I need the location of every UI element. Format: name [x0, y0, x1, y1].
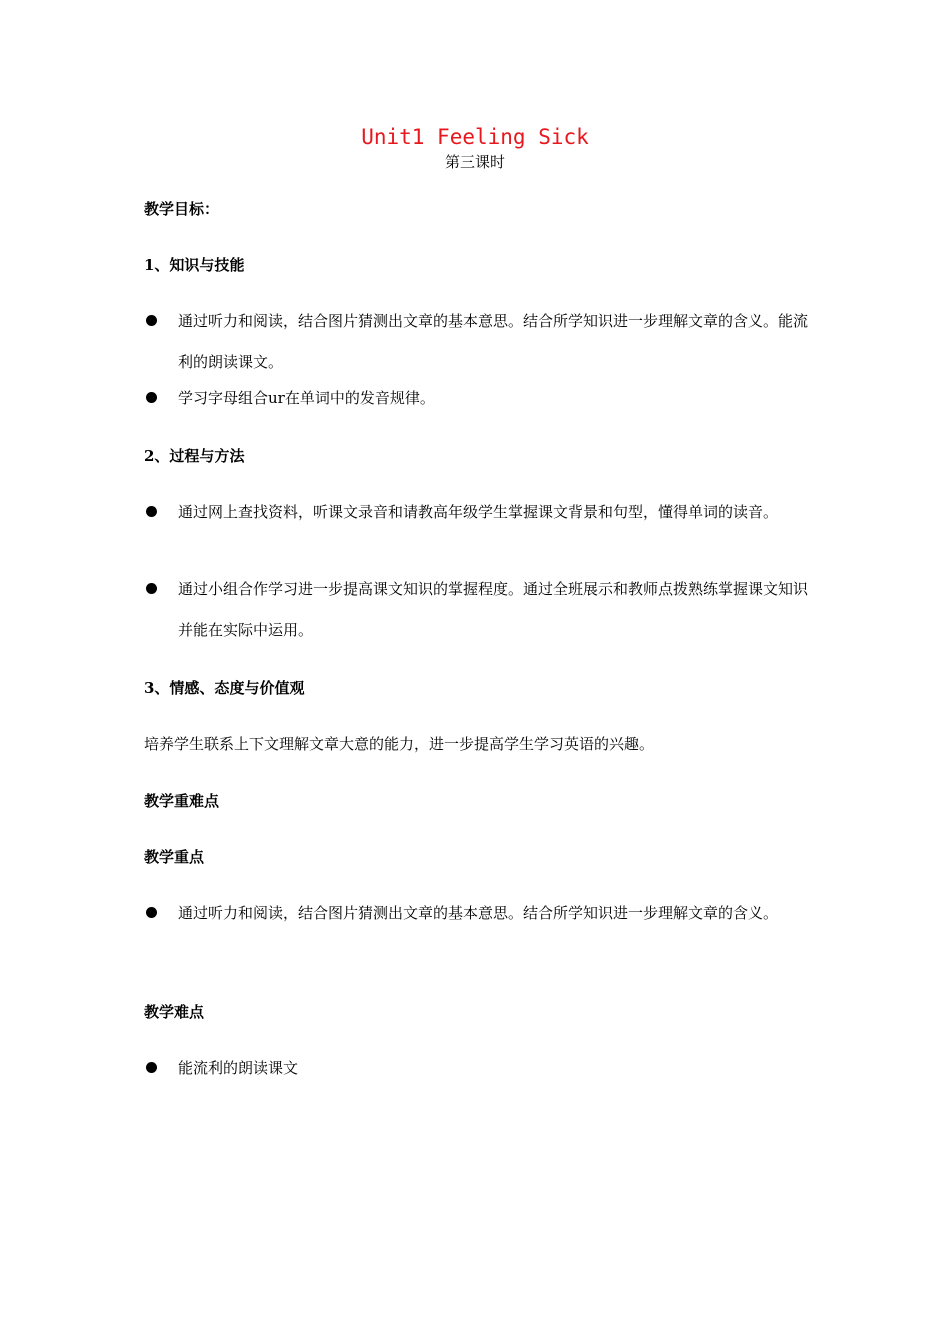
list-item — [144, 1058, 808, 1089]
list-item-text: 能流利的朗读课文 — [178, 1059, 299, 1077]
bullet-icon — [146, 506, 157, 517]
bullet-icon — [146, 1062, 157, 1073]
attitude-paragraph: 培养学生联系上下文理解文章大意的能力，进一步提高学生学习英语的兴趣。 — [144, 735, 655, 753]
list-item-text: 学习字母组合ur在单词中的发音规律。 — [178, 389, 435, 407]
document-subtitle: 第三课时 — [444, 153, 505, 171]
key-points-heading: 教学重难点 — [144, 792, 220, 810]
section-process-heading: 2、过程与方法 — [144, 447, 245, 465]
objectives-heading: 教学目标： — [144, 200, 220, 218]
list-item — [144, 903, 808, 934]
bullet-icon — [146, 907, 157, 918]
section-attitude-heading: 3、情感、态度与价值观 — [144, 679, 305, 697]
bullet-icon — [146, 315, 157, 326]
list-item-text: 通过听力和阅读，结合图片猜测出文章的基本意思。结合所学知识进一步理解文章的含义。 — [178, 904, 779, 922]
list-item — [144, 502, 808, 533]
list-item — [144, 388, 808, 419]
list-item — [144, 579, 808, 651]
list-item-text: 通过听力和阅读，结合图片猜测出文章的基本意思。结合所学知识进一步理解文章的含义。能流利的朗读课文。 — [178, 312, 809, 371]
list-item — [144, 311, 808, 383]
difficulty-heading: 教学难点 — [144, 1003, 205, 1021]
bullet-icon — [146, 392, 157, 403]
list-item-text: 通过网上查找资料，听课文录音和请教高年级学生掌握课文背景和句型，懂得单词的读音。 — [178, 503, 779, 521]
list-item-text: 通过小组合作学习进一步提高课文知识的掌握程度。通过全班展示和教师点拨熟练掌握课文知识并能在实际中运用。 — [178, 580, 809, 639]
document-title: Unit1 Feeling Sick — [361, 125, 589, 149]
section-knowledge-heading: 1、知识与技能 — [144, 256, 245, 274]
focus-heading: 教学重点 — [144, 848, 205, 866]
bullet-icon — [146, 583, 157, 594]
